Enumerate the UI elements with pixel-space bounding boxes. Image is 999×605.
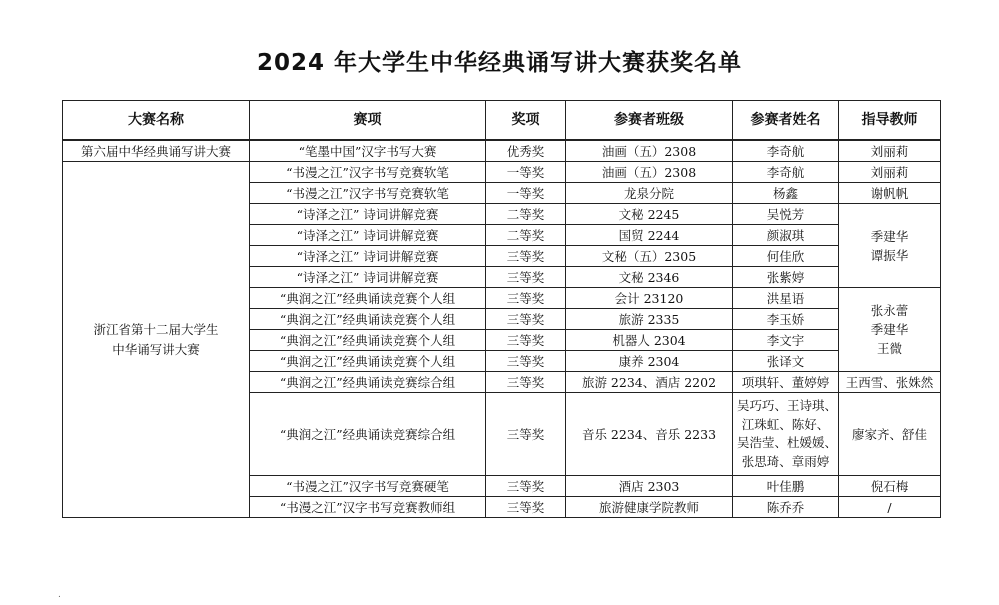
class-cell: 旅游健康学院教师 (566, 497, 733, 518)
name-cell: 颜淑琪 (733, 225, 839, 246)
name-cell: 吴悦芳 (733, 204, 839, 225)
awards-table (62, 100, 941, 518)
event-cell: “典润之江”经典诵读竞赛个人组 (250, 330, 486, 351)
award-cell: 一等奖 (486, 183, 566, 204)
name-cell: 李奇航 (733, 162, 839, 183)
header-row (63, 101, 941, 141)
class-cell: 龙泉分院 (566, 183, 733, 204)
teacher-line: 王微 (876, 341, 902, 356)
header-class: 参赛者班级 (566, 101, 733, 141)
name-line: 江珠虹、陈好、 (741, 416, 830, 432)
header-award: 奖项 (486, 101, 566, 141)
teacher-cell: / (839, 497, 941, 518)
class-cell: 文秘 2346 (566, 267, 733, 288)
award-cell: 三等奖 (486, 246, 566, 267)
class-cell: 音乐 2234、音乐 2233 (566, 393, 733, 476)
class-cell: 旅游 2234、酒店 2202 (566, 372, 733, 393)
name-cell: 项琪轩、董婷婷 (733, 372, 839, 393)
table-row (63, 140, 941, 162)
name-cell (733, 393, 839, 476)
name-cell: 张紫婷 (733, 267, 839, 288)
award-cell: 一等奖 (486, 162, 566, 183)
teacher-line: 张永蕾 (870, 303, 909, 318)
teacher-cell (839, 288, 941, 372)
name-cell: 陈乔乔 (733, 497, 839, 518)
header-event: 赛项 (250, 101, 486, 141)
award-cell: 三等奖 (486, 288, 566, 309)
class-cell: 油画（五）2308 (566, 162, 733, 183)
event-cell: “笔墨中国”汉字书写大赛 (250, 140, 486, 162)
competition-cell: 第六届中华经典诵写讲大赛 (63, 140, 250, 162)
teacher-cell: 刘丽莉 (839, 162, 941, 183)
award-cell: 三等奖 (486, 309, 566, 330)
table-row (63, 162, 941, 183)
competition-line: 中华诵写讲大赛 (112, 341, 200, 357)
award-cell: 三等奖 (486, 372, 566, 393)
class-cell: 机器人 2304 (566, 330, 733, 351)
event-cell: “诗泽之江” 诗词讲解竞赛 (250, 225, 486, 246)
teacher-cell (839, 204, 941, 288)
name-line: 吴浩莹、杜媛媛、 (737, 435, 838, 450)
name-cell: 叶佳鹏 (733, 476, 839, 497)
name-line: 张思琦、章雨婷 (741, 453, 830, 469)
class-cell: 酒店 2303 (566, 476, 733, 497)
class-cell: 文秘（五）2305 (566, 246, 733, 267)
class-cell: 国贸 2244 (566, 225, 733, 246)
competition-line: 浙江省第十二届大学生 (93, 321, 219, 337)
class-cell: 会计 23120 (566, 288, 733, 309)
event-cell: “典润之江”经典诵读竞赛个人组 (250, 351, 486, 372)
award-cell: 二等奖 (486, 204, 566, 225)
header-name: 参赛者姓名 (733, 101, 839, 141)
name-cell: 李文宇 (733, 330, 839, 351)
name-cell: 李玉娇 (733, 309, 839, 330)
scan-speck: . (58, 590, 61, 600)
class-cell: 旅游 2335 (566, 309, 733, 330)
name-cell: 洪星语 (733, 288, 839, 309)
name-cell: 何佳欣 (733, 246, 839, 267)
award-cell: 三等奖 (486, 497, 566, 518)
teacher-line: 谭振华 (870, 247, 909, 263)
award-cell: 三等奖 (486, 393, 566, 476)
event-cell: “典润之江”经典诵读竞赛个人组 (250, 288, 486, 309)
page-title: 2024 年大学生中华经典诵写讲大赛获奖名单 (256, 50, 743, 76)
award-cell: 二等奖 (486, 225, 566, 246)
award-cell: 三等奖 (486, 476, 566, 497)
award-cell: 三等奖 (486, 330, 566, 351)
name-cell: 杨鑫 (733, 183, 839, 204)
name-cell: 李奇航 (733, 140, 839, 162)
name-cell: 张译文 (733, 351, 839, 372)
teacher-cell: 王西雪、张姝然 (839, 372, 941, 393)
event-cell: “书漫之江”汉字书写竞赛软笔 (250, 162, 486, 183)
teacher-cell: 廖家齐、舒佳 (839, 393, 941, 476)
event-cell: “典润之江”经典诵读竞赛个人组 (250, 309, 486, 330)
teacher-cell: 刘丽莉 (839, 140, 941, 162)
event-cell: “书漫之江”汉字书写竞赛软笔 (250, 183, 486, 204)
event-cell: “典润之江”经典诵读竞赛综合组 (250, 372, 486, 393)
teacher-line: 季建华 (870, 322, 909, 337)
competition-cell (63, 162, 250, 518)
teacher-line: 季建华 (870, 228, 909, 244)
class-cell: 文秘 2245 (566, 204, 733, 225)
event-cell: “诗泽之江” 诗词讲解竞赛 (250, 267, 486, 288)
header-teacher: 指导教师 (839, 101, 941, 141)
event-cell: “诗泽之江” 诗词讲解竞赛 (250, 204, 486, 225)
teacher-cell: 谢帆帆 (839, 183, 941, 204)
event-cell: “书漫之江”汉字书写竞赛教师组 (250, 497, 486, 518)
teacher-cell: 倪石梅 (839, 476, 941, 497)
name-line: 吴巧巧、王诗琪、 (737, 398, 838, 413)
class-cell: 康养 2304 (566, 351, 733, 372)
header-competition: 大赛名称 (63, 101, 250, 141)
award-cell: 优秀奖 (486, 140, 566, 162)
class-cell: 油画（五）2308 (566, 140, 733, 162)
award-cell: 三等奖 (486, 351, 566, 372)
event-cell: “诗泽之江” 诗词讲解竞赛 (250, 246, 486, 267)
event-cell: “书漫之江”汉字书写竞赛硬笔 (250, 476, 486, 497)
award-cell: 三等奖 (486, 267, 566, 288)
event-cell: “典润之江”经典诵读竞赛综合组 (250, 393, 486, 476)
